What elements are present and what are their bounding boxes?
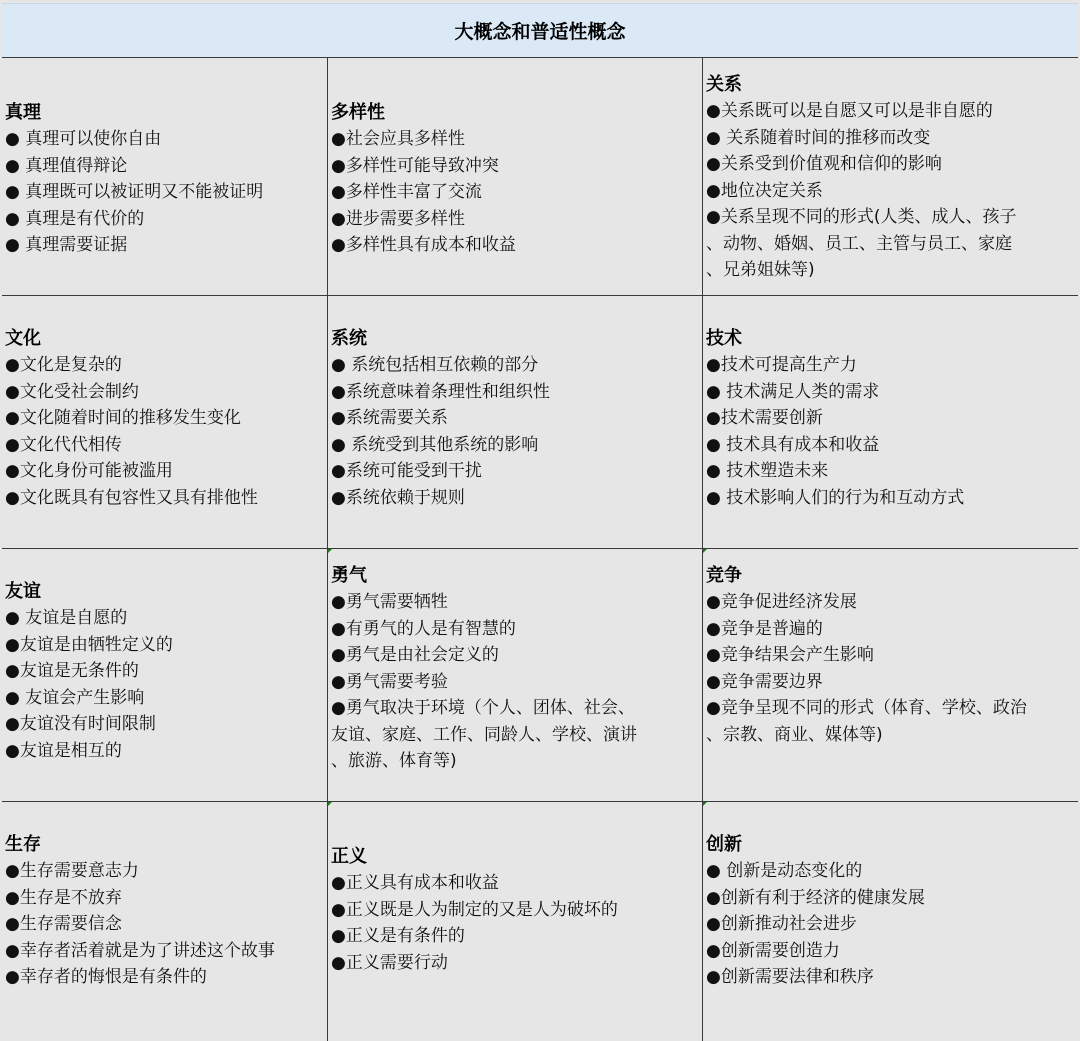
concept-item: ●文化既具有包容性又具有排他性: [5, 487, 258, 508]
concept-cell-relationship: [703, 58, 1078, 296]
concept-item: ●竞争呈现不同的形式（体育、学校、政治 、宗教、商业、媒体等): [706, 698, 1027, 745]
concept-cell-culture: [2, 296, 328, 549]
concept-list: [5, 858, 323, 991]
concept-item: ●友谊是无条件的: [5, 661, 139, 681]
concept-item: ●正义是有条件的: [331, 926, 465, 946]
concept-cell-justice: [328, 802, 703, 1041]
cell-comment-marker: [703, 802, 707, 806]
concept-item: ●关系呈现不同的形式(人类、成人、孩子 、动物、婚姻、员工、主管与员工、家庭 、兄弟姐妹等): [706, 207, 1017, 280]
concept-list: [706, 352, 1074, 511]
concept-item: ●创新推动社会进步: [706, 914, 857, 934]
concept-item: ●进步需要多样性: [331, 208, 465, 229]
concept-heading: 真理: [5, 102, 41, 123]
concept-heading: 文化: [5, 328, 41, 349]
concept-list: [331, 126, 698, 259]
concept-item: ●地位决定关系: [706, 180, 823, 201]
concept-item: ●友谊没有时间限制: [5, 714, 156, 734]
concept-heading: 竞争: [706, 565, 742, 586]
concept-item: ●幸存者的悔恨是有条件的: [5, 967, 207, 987]
concept-list: [331, 352, 698, 511]
concept-item: ●有勇气的人是有智慧的: [331, 618, 516, 639]
concept-item: ●竞争促进经济发展: [706, 592, 857, 612]
concept-item: ●勇气需要牺牲: [331, 592, 448, 612]
concept-item: ●系统意味着条理性和组织性: [331, 381, 550, 402]
concept-item: ●文化身份可能被滥用: [5, 461, 173, 481]
concept-heading: 系统: [331, 328, 367, 349]
concept-item: ●竞争是普遍的: [706, 618, 823, 639]
concept-grid: [2, 58, 1078, 1041]
concept-item: ● 真理值得辩论: [5, 155, 128, 176]
concept-heading: 多样性: [331, 102, 385, 123]
concept-item: ● 友谊是自愿的: [5, 608, 128, 628]
concept-item: ● 真理需要证据: [5, 235, 128, 255]
concept-item: ● 技术满足人类的需求: [706, 381, 880, 402]
concept-list: [331, 589, 698, 775]
concept-item: ● 真理是有代价的: [5, 208, 145, 229]
concept-list: [5, 352, 323, 511]
concept-item: ●技术需要创新: [706, 408, 823, 428]
concept-item: ●多样性具有成本和收益: [331, 235, 516, 255]
concept-item: ●生存需要意志力: [5, 861, 139, 881]
cell-comment-marker: [703, 549, 707, 553]
concept-heading: 技术: [706, 328, 742, 349]
concept-item: ●生存需要信念: [5, 914, 122, 934]
concept-item: ● 技术具有成本和收益: [706, 434, 880, 455]
concept-cell-friendship: [2, 549, 328, 802]
concept-list: [706, 858, 1074, 991]
concept-cell-courage: [328, 549, 703, 802]
concept-item: ●技术可提高生产力: [706, 355, 857, 375]
concept-cell-truth: [2, 58, 328, 296]
cell-comment-marker: [328, 549, 332, 553]
concept-item: ●创新需要法律和秩序: [706, 967, 874, 987]
concept-list: [706, 98, 1074, 284]
concept-item: ●社会应具多样性: [331, 129, 465, 149]
cell-comment-marker: [328, 802, 332, 806]
concept-item: ●友谊是由牺牲定义的: [5, 634, 173, 655]
concept-item: ●正义需要行动: [331, 952, 448, 973]
concept-item: ●关系受到价值观和信仰的影响: [706, 154, 942, 174]
concept-item: ●创新需要创造力: [706, 940, 840, 961]
concept-item: ● 友谊会产生影响: [5, 687, 145, 708]
concept-list: [706, 589, 1074, 748]
concept-item: ● 真理可以使你自由: [5, 129, 162, 149]
concept-item: ● 技术影响人们的行为和互动方式: [706, 487, 965, 508]
concept-heading: 正义: [331, 846, 367, 867]
concept-item: ●正义既是人为制定的又是人为破坏的: [331, 899, 618, 920]
concept-cell-technology: [703, 296, 1078, 549]
concept-item: ●友谊是相互的: [5, 740, 122, 761]
header-bar: [2, 3, 1078, 58]
concept-item: ●勇气取决于环境（个人、团体、社会、 友谊、家庭、工作、同龄人、学校、演讲 、旅游、体育等): [331, 698, 637, 771]
concept-item: ●多样性丰富了交流: [331, 182, 482, 202]
concept-item: ●勇气是由社会定义的: [331, 645, 499, 665]
concept-item: ●文化是复杂的: [5, 355, 122, 375]
concept-item: ●系统需要关系: [331, 408, 448, 428]
concept-item: ●创新有利于经济的健康发展: [706, 887, 925, 908]
concept-item: ●关系既可以是自愿又可以是非自愿的: [706, 101, 993, 121]
concept-item: ● 系统包括相互依赖的部分: [331, 355, 539, 375]
concept-list: [5, 126, 323, 259]
concept-item: ● 系统受到其他系统的影响: [331, 434, 539, 455]
concept-item: ●竞争需要边界: [706, 671, 823, 692]
concept-item: ●文化随着时间的推移发生变化: [5, 408, 241, 428]
concept-cell-innovation: [703, 802, 1078, 1041]
concept-item: ●多样性可能导致冲突: [331, 155, 499, 176]
concept-item: ●文化受社会制约: [5, 381, 139, 402]
concept-item: ●生存是不放弃: [5, 887, 122, 908]
concept-item: ●竞争结果会产生影响: [706, 645, 874, 665]
concept-cell-system: [328, 296, 703, 549]
concept-item: ●文化代代相传: [5, 434, 122, 455]
concept-heading: 友谊: [5, 581, 41, 602]
concept-cell-diversity: [328, 58, 703, 296]
concept-heading: 关系: [706, 74, 742, 95]
concept-item: ●幸存者活着就是为了讲述这个故事: [5, 940, 275, 961]
concept-heading: 创新: [706, 834, 742, 855]
page-title: 大概念和普适性概念: [454, 21, 626, 43]
concept-item: ●正义具有成本和收益: [331, 873, 499, 893]
concept-cell-survival: [2, 802, 328, 1041]
concept-item: ●系统依赖于规则: [331, 487, 465, 508]
concept-item: ●勇气需要考验: [331, 671, 448, 692]
concept-item: ● 真理既可以被证明又不能被证明: [5, 182, 264, 202]
concept-list: [331, 870, 698, 976]
concept-list: [5, 605, 323, 764]
concept-item: ● 关系随着时间的推移而改变: [706, 127, 931, 148]
concept-item: ● 技术塑造未来: [706, 461, 829, 481]
concept-item: ●系统可能受到干扰: [331, 461, 482, 481]
concept-cell-competition: [703, 549, 1078, 802]
concept-item: ● 创新是动态变化的: [706, 861, 863, 881]
concept-heading: 生存: [5, 834, 41, 855]
concept-heading: 勇气: [331, 565, 367, 586]
